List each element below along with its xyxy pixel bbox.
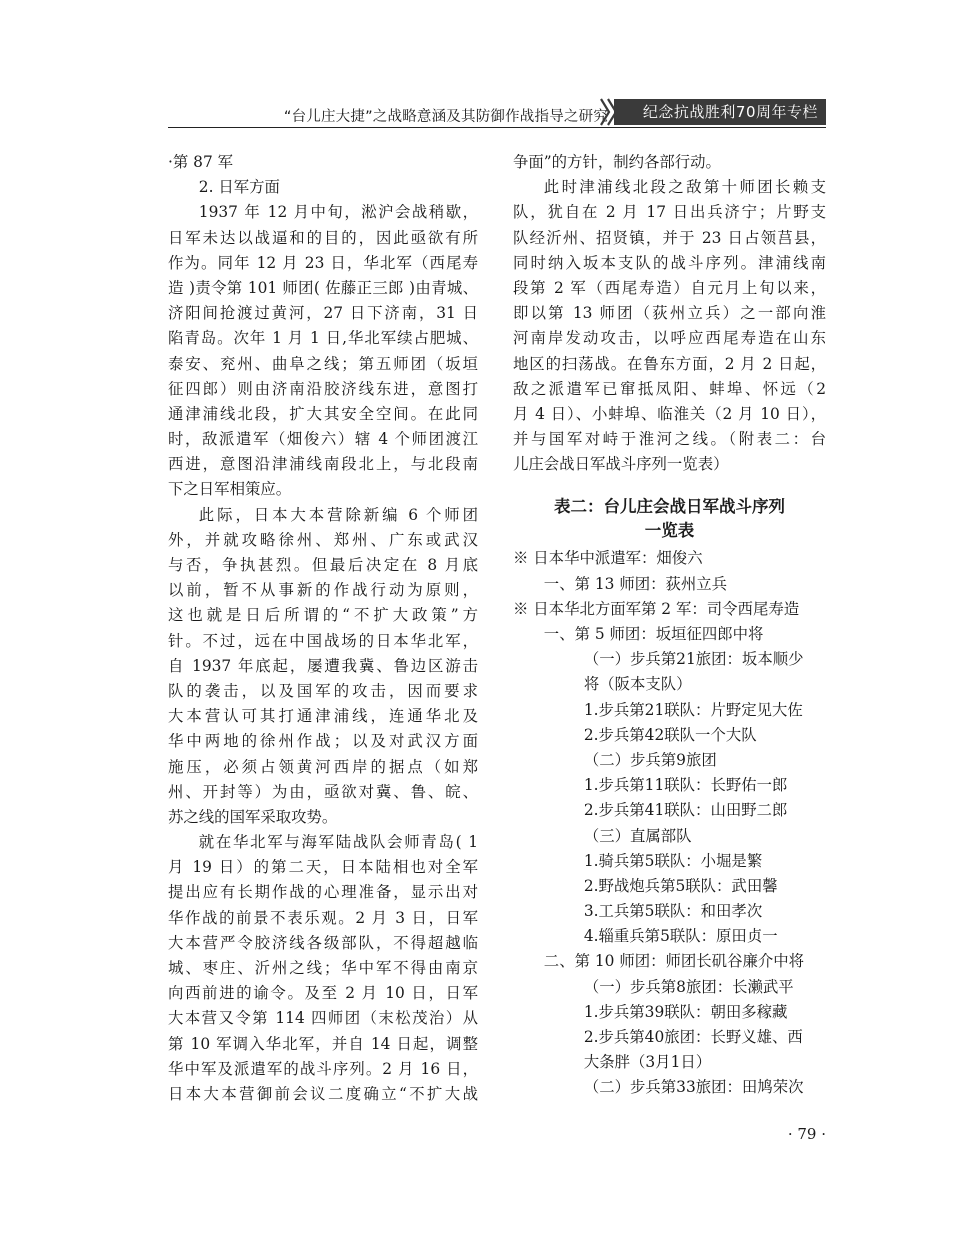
- table-row: （三）直属部队: [583, 826, 692, 845]
- text-line: 华作战的前景不表乐观。2 月 3 日，日军: [168, 908, 478, 927]
- text-line: 自 1937 年底起，屡遭我冀、鲁边区游击: [168, 656, 478, 675]
- right-column-text: [513, 150, 826, 477]
- table-row: 1.步兵第11联队：长野佑一郎: [583, 776, 788, 795]
- text-line: 这也就是日后所谓的“不扩大政策”方: [168, 606, 478, 625]
- text-line: 队，犹自在 2 月 17 日出兵济宁；片野支: [513, 203, 826, 222]
- text-line: 外，并就攻略徐州、郑州、广东或武汉: [168, 530, 478, 549]
- text-line: 此时津浦线北段之敌第十师团长赖支: [543, 178, 826, 197]
- table-row: 2.步兵第40旅团：长野义雄、西: [583, 1028, 803, 1046]
- text-line: 泰安、兖州、曲阜之线；第五师团（坂垣: [168, 354, 478, 373]
- text-line: 河南岸发动攻击，以呼应西尾寿造在山东: [513, 329, 826, 348]
- table-row: ※ 日本华北方面军第 2 军：司令西尾寿造: [513, 599, 800, 618]
- table-row: 2.步兵第42联队一个大队: [583, 725, 757, 744]
- text-line: 儿庄会战日军战斗序列一览表）: [513, 455, 729, 474]
- text-line: 济阳间抢渡过黄河，27 日下济南，31 日: [168, 304, 478, 323]
- text-line: ·第 87 军: [168, 153, 234, 171]
- text-line: 陷青岛。次年 1 月 1 日,华北军续占肥城、: [168, 329, 478, 348]
- table-rows: [513, 546, 826, 1100]
- text-line: 队的袭击，以及国军的攻击，因而要求: [168, 681, 478, 700]
- text-line: 就在华北军与海军陆战队会师青岛( 1: [198, 833, 478, 852]
- article-title: “台儿庄大捷”之战略意涵及其防御作战指导之研究: [283, 109, 608, 125]
- table-row: （一）步兵第21旅团：坂本顺少: [583, 650, 804, 669]
- text-line: 下之日军相策应。: [168, 480, 292, 499]
- table-row: （一）步兵第8旅团：长濑武平: [583, 977, 794, 996]
- text-line: 造 )责令第 101 师团( 佐藤正三郎 )由青城、: [168, 278, 478, 297]
- text-line: 华中两地的徐州作战；以及对武汉方面: [168, 732, 478, 751]
- text-line: 华中军及派遣军的战斗序列。2 月 16 日，: [168, 1059, 478, 1078]
- running-header: [168, 97, 826, 129]
- text-line: 大本营又令第 114 四师团（末松茂治）从: [168, 1009, 478, 1028]
- text-line: 以前，暂不从事新的作战行动为原则，: [168, 581, 478, 600]
- text-line: 1937 年 12 月中旬，淞沪会战稍歇，: [198, 203, 478, 222]
- text-line: 并与国军对峙于淮河之线。（附表二：台: [513, 430, 826, 449]
- header-rule: [168, 127, 826, 128]
- table-row: 将（阪本支队）: [583, 675, 692, 694]
- text-line: 大本营认可其打通津浦线，连通华北及: [168, 707, 478, 726]
- text-line: 此际，日本大本营除新编 6 个师团: [198, 505, 478, 524]
- text-line: 月 4 日）、小蚌埠、临淮关（2 月 10 日），: [513, 404, 826, 423]
- text-line: 针。不过，远在中国战场的日本华北军，: [168, 631, 478, 650]
- text-line: 施压，必须占领黄河西岸的据点（如郑: [168, 757, 478, 776]
- text-line: 提出应有长期作战的心理准备，显示出对: [168, 883, 478, 902]
- text-line: 时，敌派遣军（畑俊六）辖 4 个师团渡江: [168, 430, 478, 449]
- text-line: 通津浦线北段，扩大其安全空间。在此同: [168, 404, 478, 423]
- table-row: 大条胖（3月1日）: [583, 1053, 712, 1072]
- text-line: 同时纳入坂本支队的战斗序列。津浦线南: [513, 253, 826, 272]
- text-line: 征四郎）则由济南沿胶济线东进，意图打: [168, 379, 478, 398]
- table-row: 2.野战炮兵第5联队：武田馨: [583, 876, 778, 895]
- text-line: 向西前进的谕令。及至 2 月 10 日，日军: [168, 984, 478, 1003]
- table-row: （二）步兵第9旅团: [583, 750, 717, 769]
- text-line: 大本营严令胶济线各级部队，不得超越临: [168, 933, 478, 952]
- text-line: 城、枣庄、沂州之线；华中军不得由南京: [168, 959, 478, 977]
- text-line: 2. 日军方面: [198, 178, 280, 197]
- text-line: 即以第 13 师团（荻州立兵）之一部向淮: [513, 304, 826, 323]
- text-line: 西进，意图沿津浦线南段北上，与北段南: [168, 455, 478, 474]
- table-row: 一、第 13 师团：荻州立兵: [543, 574, 728, 593]
- text-line: 作为。同年 12 月 23 日，华北军（西尾寿: [168, 253, 478, 272]
- left-column: [168, 150, 478, 1107]
- table-title-line-1: 表二：台儿庄会战日军战斗序列: [554, 497, 785, 517]
- page-number: · 79 ·: [787, 1125, 826, 1143]
- text-line: 苏之线的国军采取攻势。: [168, 807, 338, 826]
- table-row: 二、第 10 师团：师团长矶谷廉介中将: [543, 952, 805, 971]
- text-line: 州、开封等）为由，亟欲对冀、鲁、皖、: [168, 782, 478, 801]
- text-line: 日本大本营御前会议二度确立“不扩大战: [168, 1084, 478, 1103]
- table-title-line-2: 一览表: [644, 521, 695, 541]
- table-row: ※ 日本华中派遣军：畑俊六: [513, 549, 703, 568]
- table-title: [513, 495, 826, 543]
- text-line: 段第 2 军（西尾寿造）自元月上旬以来，: [513, 278, 826, 297]
- table-row: 1.骑兵第5联队：小堀是繁: [583, 851, 763, 870]
- table-row: 一、第 5 师团：坂垣征四郎中将: [543, 625, 764, 643]
- column-badge: 纪念抗战胜利70周年专栏: [614, 99, 826, 125]
- table-row: 1.步兵第39联队：朝田多稼藏: [583, 1002, 788, 1021]
- table-row: （二）步兵第33旅团：田鸠荣次: [583, 1078, 804, 1097]
- text-line: 地区的扫荡战。在鲁东方面，2 月 2 日起，: [513, 354, 826, 373]
- text-line: 日军未达以战逼和的目的，因此亟欲有所: [168, 228, 478, 247]
- table-row: 2.步兵第41联队：山田野二郎: [583, 801, 788, 820]
- table-row: 4.辎重兵第5联队：原田贞一: [583, 927, 778, 946]
- text-line: 第 10 军调入华北军，并自 14 日起，调整: [168, 1034, 478, 1053]
- table-row: 3.工兵第5联队：和田孝次: [583, 902, 763, 921]
- text-line: 队经沂州、招贤镇，并于 23 日占领莒县，: [513, 228, 826, 247]
- text-line: 月 19 日）的第二天，日本陆相也对全军: [168, 858, 478, 877]
- text-line: 争面”的方针，制约各部行动。: [513, 153, 721, 171]
- right-column: [513, 150, 826, 1101]
- table-row: 1.步兵第21联队：片野定见大佐: [583, 700, 803, 719]
- text-line: 与否，争执甚烈。但最后决定在 8 月底: [168, 556, 478, 574]
- text-line: 敌之派遣军已窜抵凤阳、蚌埠、怀远（2: [513, 379, 826, 398]
